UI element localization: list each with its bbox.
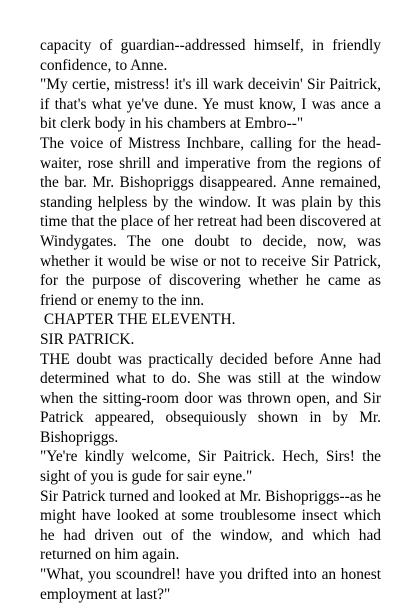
paragraph: Sir Patrick turned and looked at Mr. Bishopriggs--as he might have looked at some troublesome insect which he had driven out of the window, and which had returned on him again.	[40, 487, 381, 564]
chapter-title: SIR PATRICK.	[40, 330, 135, 348]
paragraph: capacity of guardian--addressed himself, in friendly confidence, to Anne.	[40, 37, 381, 74]
chapter-heading: CHAPTER THE ELEVENTH.	[40, 311, 236, 329]
paragraph: "My certie, mistress! it's ill wark deceivin' Sir Paitrick, if that's what ye've dune. Ye must know, I was ance a bit clerk body in his chambers at Embro--"	[40, 76, 381, 133]
paragraph: THE doubt was practically decided before Anne had determined what to do. She was still at the window when the sitting-room door was thrown open, and Sir Patrick appeared, obsequiously shown in by Mr. Bishopriggs.	[40, 350, 381, 446]
paragraph: The voice of Mistress Inchbare, calling for the head-waiter, rose shrill and imperative from the regions of the bar. Mr. Bishopriggs disappeared. Anne remained, standing helpless by the window. It was plain by this time that the place of her retreat had been discovered at Windygates. The one doubt to decide, now, was whether it would be wise or not to receive Sir Patrick, for the purpose of discovering whether he came as friend or enemy to the inn.	[40, 134, 381, 309]
document-page	[40, 36, 381, 604]
paragraph: "Ye're kindly welcome, Sir Paitrick. Hech, Sirs! the sight of you is gude for sair eyne."	[40, 448, 381, 486]
paragraph: "What, you scoundrel! have you drifted into an honest employment at last?"	[40, 566, 381, 603]
